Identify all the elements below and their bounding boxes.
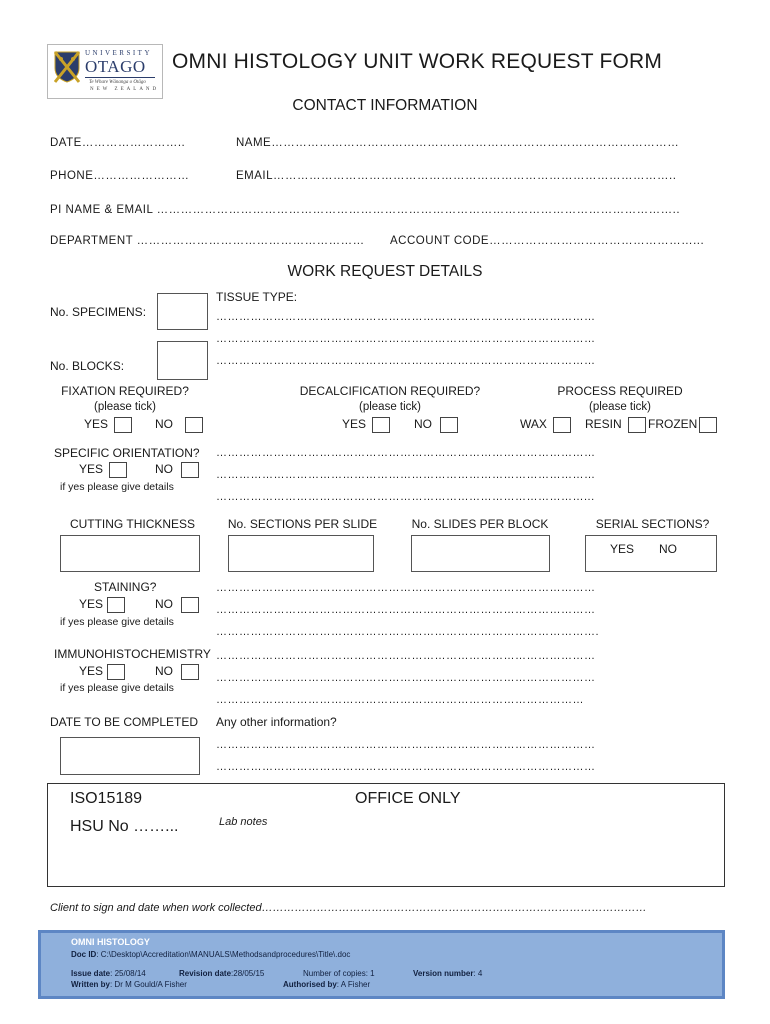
decal-no-checkbox[interactable]	[440, 417, 458, 433]
date-completed-input[interactable]	[60, 737, 200, 775]
footer-authorised-label: Authorised by	[283, 980, 337, 989]
footer-written-value: : Dr M Gould/A Fisher	[109, 980, 187, 989]
orientation-yes-label: YES	[79, 462, 104, 477]
frozen-label: FROZEN	[648, 417, 698, 432]
tissue-line[interactable]: ………………………………………………………………………………………	[216, 333, 596, 345]
client-sign-line[interactable]: Client to sign and date when work collected……………………………………………………………………………………………	[50, 902, 647, 914]
date-completed-label: DATE TO BE COMPLETED	[50, 715, 199, 729]
orientation-no-label: NO	[155, 462, 173, 477]
fixation-yes	[84, 417, 132, 433]
fixation-tick-note: (please tick)	[94, 401, 156, 413]
sections-input[interactable]	[228, 535, 374, 572]
staining-if-yes: if yes please give details	[60, 616, 174, 628]
pi-name-email-field[interactable]: PI NAME & EMAIL …………………………………………………………………………………………………………………..	[50, 204, 681, 216]
logo-country: NEW ZEALAND	[90, 87, 160, 92]
ihc-line[interactable]: ………………………………………………………………………………………	[216, 650, 596, 662]
fixation-no	[155, 417, 203, 433]
decal-yes	[342, 417, 390, 433]
office-only-label: OFFICE ONLY	[355, 790, 461, 807]
serial-sections-box	[585, 535, 717, 572]
staining-yes-label: YES	[79, 597, 104, 612]
form-title: OMNI HISTOLOGY UNIT WORK REQUEST FORM	[172, 50, 663, 73]
other-info-line[interactable]: ………………………………………………………………………………………	[216, 761, 596, 773]
footer-copies: Number of copies: 1	[303, 969, 375, 978]
orientation-if-yes: if yes please give details	[60, 481, 174, 493]
logo-divider	[85, 77, 155, 78]
email-field[interactable]: EMAIL………………………………………………………………………………………..	[236, 170, 677, 182]
footer-revision-label: Revision date	[179, 969, 232, 978]
other-info-line[interactable]: ………………………………………………………………………………………	[216, 739, 596, 751]
slides-label: No. SLIDES PER BLOCK	[411, 517, 549, 531]
ihc-label: IMMUNOHISTOCHEMISTRY	[54, 647, 211, 661]
resin-label: RESIN	[585, 417, 622, 432]
ihc-line[interactable]: ………………………………………………………………………………………	[216, 672, 596, 684]
footer-version-label: Version number	[413, 969, 474, 978]
logo-maori: Te Whare Wānanga o Otāgo	[89, 80, 146, 85]
orientation-yes	[79, 462, 127, 478]
staining-yes-checkbox[interactable]	[107, 597, 125, 613]
footer-doc-id	[71, 950, 350, 959]
footer-version-value: : 4	[473, 969, 483, 978]
shield-icon	[54, 51, 80, 83]
ihc-no	[155, 664, 199, 680]
orientation-no-checkbox[interactable]	[181, 462, 199, 478]
decal-no	[414, 417, 458, 433]
footer-written-label: Written by	[71, 980, 110, 989]
footer-issue-date	[71, 969, 146, 978]
blocks-input[interactable]	[157, 341, 208, 380]
resin-checkbox[interactable]	[628, 417, 646, 433]
tissue-line[interactable]: ………………………………………………………………………………………	[216, 311, 596, 323]
footer-issue-label: Issue date	[71, 969, 111, 978]
fixation-label: FIXATION REQUIRED?	[61, 384, 189, 398]
account-code-field[interactable]: ACCOUNT CODE……………………………………………...	[390, 235, 705, 247]
sections-label: No. SECTIONS PER SLIDE	[227, 517, 378, 531]
orientation-label: SPECIFIC ORIENTATION?	[54, 446, 200, 460]
ihc-line[interactable]: ……………………………………………………………………………………	[216, 694, 584, 706]
footer-doc-id-value: : C:\Desktop\Accreditation\MANUALS\Methodsandprocedures\Title\.doc	[96, 950, 351, 959]
serial-no[interactable]: NO	[659, 542, 677, 556]
cutting-thickness-label: CUTTING THICKNESS	[69, 517, 196, 531]
blocks-label: No. BLOCKS:	[50, 359, 125, 373]
phone-field[interactable]: PHONE……………………	[50, 170, 190, 182]
footer-authorised-by	[283, 980, 370, 989]
staining-line[interactable]: ………………………………………………………………………………………	[216, 582, 596, 594]
logo-university: UNIVERSITY	[85, 49, 152, 57]
orientation-line[interactable]: ………………………………………………………………………………………	[216, 447, 596, 459]
lab-notes-label: Lab notes	[219, 816, 268, 828]
staining-no-label: NO	[155, 597, 173, 612]
ihc-no-label: NO	[155, 664, 173, 679]
footer-written-by	[71, 980, 187, 989]
decal-tick-note: (please tick)	[359, 401, 421, 413]
decal-no-label: NO	[414, 417, 432, 432]
date-field[interactable]: DATE……………………..	[50, 137, 186, 149]
staining-label: STAINING?	[94, 580, 157, 594]
slides-input[interactable]	[411, 535, 550, 572]
logo-otago: OTAGO	[85, 57, 146, 76]
hsu-number: HSU No ……...	[70, 818, 179, 835]
specimens-input[interactable]	[157, 293, 208, 330]
fixation-no-checkbox[interactable]	[185, 417, 203, 433]
footer-org: OMNI HISTOLOGY	[71, 937, 150, 947]
staining-line[interactable]: ………………………………………………………………………………………	[216, 604, 596, 616]
wax-checkbox[interactable]	[553, 417, 571, 433]
orientation-no	[155, 462, 199, 478]
orientation-yes-checkbox[interactable]	[109, 462, 127, 478]
work-heading: WORK REQUEST DETAILS	[287, 263, 483, 280]
tissue-type-label: TISSUE TYPE:	[216, 290, 298, 304]
decal-yes-label: YES	[342, 417, 367, 432]
staining-no	[155, 597, 199, 613]
process-wax	[520, 417, 571, 433]
document-footer	[38, 930, 725, 999]
footer-revision-date	[179, 969, 264, 978]
ihc-yes-checkbox[interactable]	[107, 664, 125, 680]
process-label: PROCESS REQUIRED	[557, 384, 683, 398]
specimens-label: No. SPECIMENS:	[50, 305, 147, 319]
orientation-line[interactable]: ……………………………………………………………………………………...	[216, 491, 595, 503]
contact-heading: CONTACT INFORMATION	[292, 97, 478, 114]
staining-yes	[79, 597, 125, 613]
process-frozen	[648, 417, 717, 433]
wax-label: WAX	[520, 417, 547, 432]
tissue-line[interactable]: ………………………………………………………………………………………	[216, 355, 596, 367]
university-logo	[47, 44, 163, 99]
footer-authorised-value: : A Fisher	[336, 980, 371, 989]
footer-issue-value: : 25/08/14	[110, 969, 146, 978]
footer-revision-value: :28/05/15	[231, 969, 265, 978]
ihc-yes	[79, 664, 125, 680]
iso-label: ISO15189	[70, 790, 143, 807]
fixation-yes-label: YES	[84, 417, 109, 432]
footer-version	[413, 969, 482, 978]
ihc-no-checkbox[interactable]	[181, 664, 199, 680]
staining-no-checkbox[interactable]	[181, 597, 199, 613]
ihc-if-yes: if yes please give details	[60, 682, 174, 694]
office-only-box	[47, 783, 725, 887]
other-info-label: Any other information?	[216, 715, 337, 729]
department-field[interactable]: DEPARTMENT …………………………………………………	[50, 235, 365, 247]
decal-yes-checkbox[interactable]	[372, 417, 390, 433]
serial-yes[interactable]: YES	[610, 542, 635, 556]
name-field[interactable]: NAME…………………………………………………………………………………………	[236, 137, 680, 149]
fixation-yes-checkbox[interactable]	[114, 417, 132, 433]
orientation-line[interactable]: ………………………………………………………………………………………	[216, 469, 596, 481]
process-tick-note: (please tick)	[589, 401, 651, 413]
serial-sections-label: SERIAL SECTIONS?	[595, 517, 710, 531]
footer-doc-id-label: Doc ID	[71, 950, 97, 959]
staining-line[interactable]: ……………………………………………………………………………………….	[216, 626, 600, 638]
cutting-thickness-input[interactable]	[60, 535, 200, 572]
process-resin	[585, 417, 646, 433]
ihc-yes-label: YES	[79, 664, 104, 679]
frozen-checkbox[interactable]	[699, 417, 717, 433]
decal-label: DECALCIFICATION REQUIRED?	[299, 384, 481, 398]
fixation-no-label: NO	[155, 417, 173, 432]
